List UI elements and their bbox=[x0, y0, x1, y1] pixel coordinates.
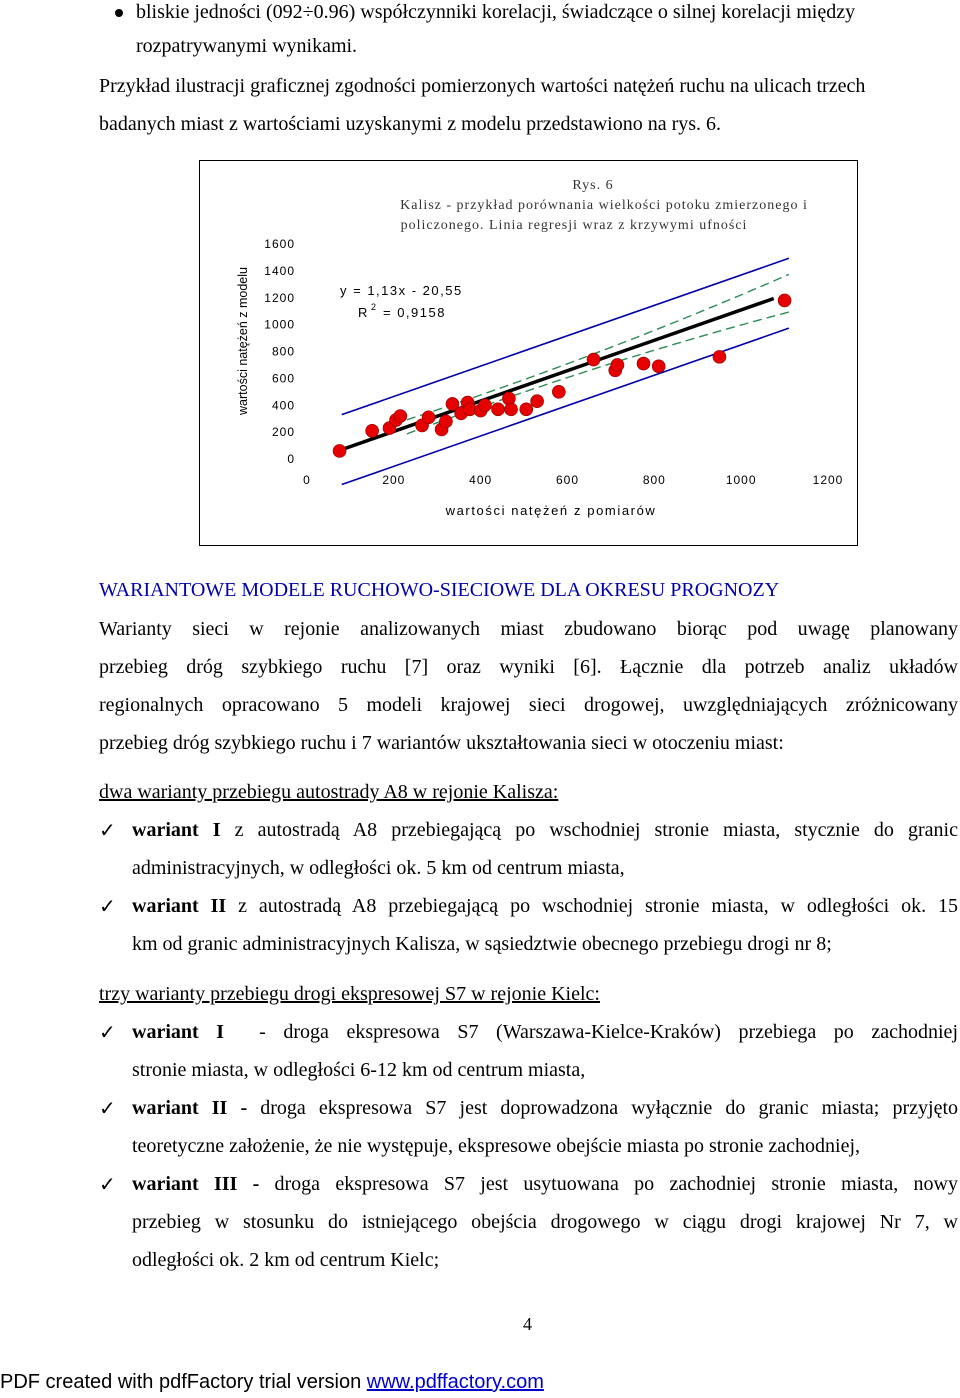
data-point bbox=[520, 403, 533, 416]
s7-variant1-line1 bbox=[132, 1020, 958, 1044]
section-paragraph-line2: przebieg dróg szybkiego ruchu [7] oraz wyniki [6]. Łącznie dla potrzeb analiz układów bbox=[99, 656, 958, 678]
x-tick-label: 600 bbox=[555, 473, 580, 487]
intro-paragraph-line1: Przykład ilustracji graficznej zgodności pomierzonych wartości natężeń ruchu na ulicach trzech bbox=[99, 75, 866, 97]
y-tick-label: 200 bbox=[271, 425, 295, 440]
y-tick-label: 800 bbox=[271, 344, 295, 359]
s7-variant3-label: wariant III - bbox=[132, 1173, 260, 1195]
data-point bbox=[439, 415, 452, 428]
a8-variant1-label: wariant I bbox=[132, 819, 221, 841]
data-point bbox=[505, 403, 518, 416]
r-squared-value: = 0,9158 bbox=[383, 305, 446, 320]
intro-paragraph-line2: badanych miast z wartościami uzyskanymi z modelu przedstawiono na rys. 6. bbox=[99, 113, 722, 135]
checkmark-icon: ✓ bbox=[99, 894, 116, 918]
s7-variant3-line2: przebieg w stosunku do istniejącego obejścia drogowego w ciągu drogi krajowej Nr 7, w bbox=[132, 1211, 958, 1233]
section-paragraph-line4: przebieg dróg szybkiego ruchu i 7 wariantów ukształtowania sieci w otoczeniu miast: bbox=[99, 732, 784, 754]
pdf-footer bbox=[0, 1370, 544, 1394]
y-tick-label: 1600 bbox=[264, 237, 295, 251]
data-point bbox=[479, 399, 492, 412]
regression-line bbox=[342, 299, 774, 450]
regression-equation: y = 1,13x - 20,55 bbox=[340, 283, 463, 298]
data-point bbox=[333, 444, 346, 457]
data-point bbox=[587, 353, 600, 366]
x-tick-label: 400 bbox=[469, 473, 493, 487]
section-paragraph-line3: regionalnych opracowano 5 modeli krajowej sieci drogowej, uwzględniających zróżnicowany bbox=[99, 694, 958, 716]
s7-variant3-line3: odległości ok. 2 km od centrum Kielc; bbox=[132, 1249, 440, 1271]
figure-rys6 bbox=[199, 160, 858, 546]
data-point bbox=[713, 350, 726, 363]
s7-variant3-line1 bbox=[132, 1172, 958, 1196]
scatter-chart bbox=[200, 161, 857, 545]
s7-variant1-text1: - droga ekspresowa S7 (Warszawa-Kielce-Kraków) przebiega po zachodniej bbox=[224, 1021, 958, 1043]
checkmark-icon: ✓ bbox=[99, 1020, 116, 1044]
y-tick-label: 1200 bbox=[264, 290, 295, 305]
s7-variant3-text1: droga ekspresowa S7 jest usytuowana po zachodniej stronie miasta, nowy bbox=[259, 1173, 958, 1195]
s7-variant2-line1 bbox=[132, 1096, 958, 1120]
page-number: 4 bbox=[523, 1314, 532, 1334]
data-point bbox=[422, 411, 435, 424]
chart-title-line1: Rys. 6 bbox=[572, 178, 614, 193]
y-tick-label: 600 bbox=[271, 371, 295, 386]
a8-variant2-label: wariant II bbox=[132, 895, 227, 917]
bullet-dot bbox=[115, 9, 123, 17]
a8-variant1-text1: z autostradą A8 przebiegającą po wschodniej stronie miasta, stycznie do granic bbox=[220, 819, 958, 841]
x-tick-label: 0 bbox=[303, 473, 311, 487]
data-point bbox=[637, 357, 650, 370]
a8-variant1-line2: administracyjnych, w odległości ok. 5 km od centrum miasta, bbox=[132, 857, 625, 879]
y-tick-label: 400 bbox=[271, 398, 295, 413]
y-tick-label: 1400 bbox=[264, 263, 295, 278]
data-point bbox=[611, 358, 624, 371]
data-point bbox=[531, 395, 544, 408]
x-tick-label: 1200 bbox=[812, 473, 844, 487]
data-point bbox=[778, 294, 791, 307]
data-point bbox=[366, 424, 379, 437]
section-heading: WARIANTOWE MODELE RUCHOWO-SIECIOWE DLA OKRESU PROGNOZY bbox=[99, 579, 780, 601]
s7-variant1-label: wariant I bbox=[132, 1021, 225, 1043]
s7-variant2-label: wariant II - bbox=[132, 1097, 248, 1119]
chart-title-line3: policzonego. Linia regresji wraz z krzywymi ufności bbox=[400, 218, 748, 233]
data-point bbox=[394, 410, 407, 423]
r-squared-superscript: 2 bbox=[371, 302, 378, 312]
a8-variant1-line1 bbox=[132, 818, 958, 842]
y-axis-label: wartości natężeń z modelu bbox=[236, 267, 250, 415]
s7-variant2-line2: teoretyczne założenie, że nie występuje, ekspresowe obejście miasta po stronie zachodniej, bbox=[132, 1135, 861, 1157]
checkmark-icon: ✓ bbox=[99, 818, 116, 842]
x-tick-label: 800 bbox=[642, 473, 666, 487]
a8-variant2-line1 bbox=[132, 894, 958, 918]
x-axis-label: wartości natężeń z pomiarów bbox=[445, 503, 657, 518]
data-point bbox=[652, 360, 665, 373]
a8-heading: dwa warianty przebiegu autostrady A8 w rejonie Kalisza: bbox=[99, 781, 559, 803]
s7-variant1-line2: stronie miasta, w odległości 6-12 km od centrum miasta, bbox=[132, 1059, 586, 1081]
checkmark-icon: ✓ bbox=[99, 1172, 116, 1196]
a8-variant2-line2: km od granic administracyjnych Kalisza, w sąsiedztwie obecnego przebiegu drogi nr 8; bbox=[132, 933, 832, 955]
y-tick-label: 0 bbox=[287, 452, 295, 466]
x-tick-label: 1000 bbox=[725, 473, 757, 487]
s7-variant2-text1: droga ekspresowa S7 jest doprowadzona wyłącznie do granic miasta; przyjęto bbox=[247, 1097, 958, 1119]
chart-title-line2: Kalisz - przykład porównania wielkości potoku zmierzonego i bbox=[400, 198, 808, 213]
section-paragraph-line1: Warianty sieci w rejonie analizowanych miast zbudowano biorąc pod uwagę planowany bbox=[99, 618, 958, 640]
bullet-text-line2: rozpatrywanymi wynikami. bbox=[136, 35, 358, 57]
footer-text: PDF created with pdfFactory trial version bbox=[0, 1371, 367, 1393]
r-squared-label: R bbox=[358, 305, 369, 320]
x-tick-label: 200 bbox=[382, 473, 406, 487]
checkmark-icon: ✓ bbox=[99, 1096, 116, 1120]
data-point bbox=[552, 385, 565, 398]
y-tick-label: 1000 bbox=[264, 317, 295, 332]
footer-link[interactable]: www.pdffactory.com bbox=[366, 1371, 544, 1393]
a8-variant2-text1: z autostradą A8 przebiegającą po wschodniej stronie miasta, w odległości ok. 15 bbox=[226, 895, 958, 917]
s7-heading: trzy warianty przebiegu drogi ekspresowej S7 w rejonie Kielc: bbox=[99, 983, 600, 1005]
bullet-text-line1: bliskie jedności (092÷0.96) współczynniki korelacji, świadczące o silnej korelacji między bbox=[136, 1, 856, 23]
data-point bbox=[492, 403, 505, 416]
